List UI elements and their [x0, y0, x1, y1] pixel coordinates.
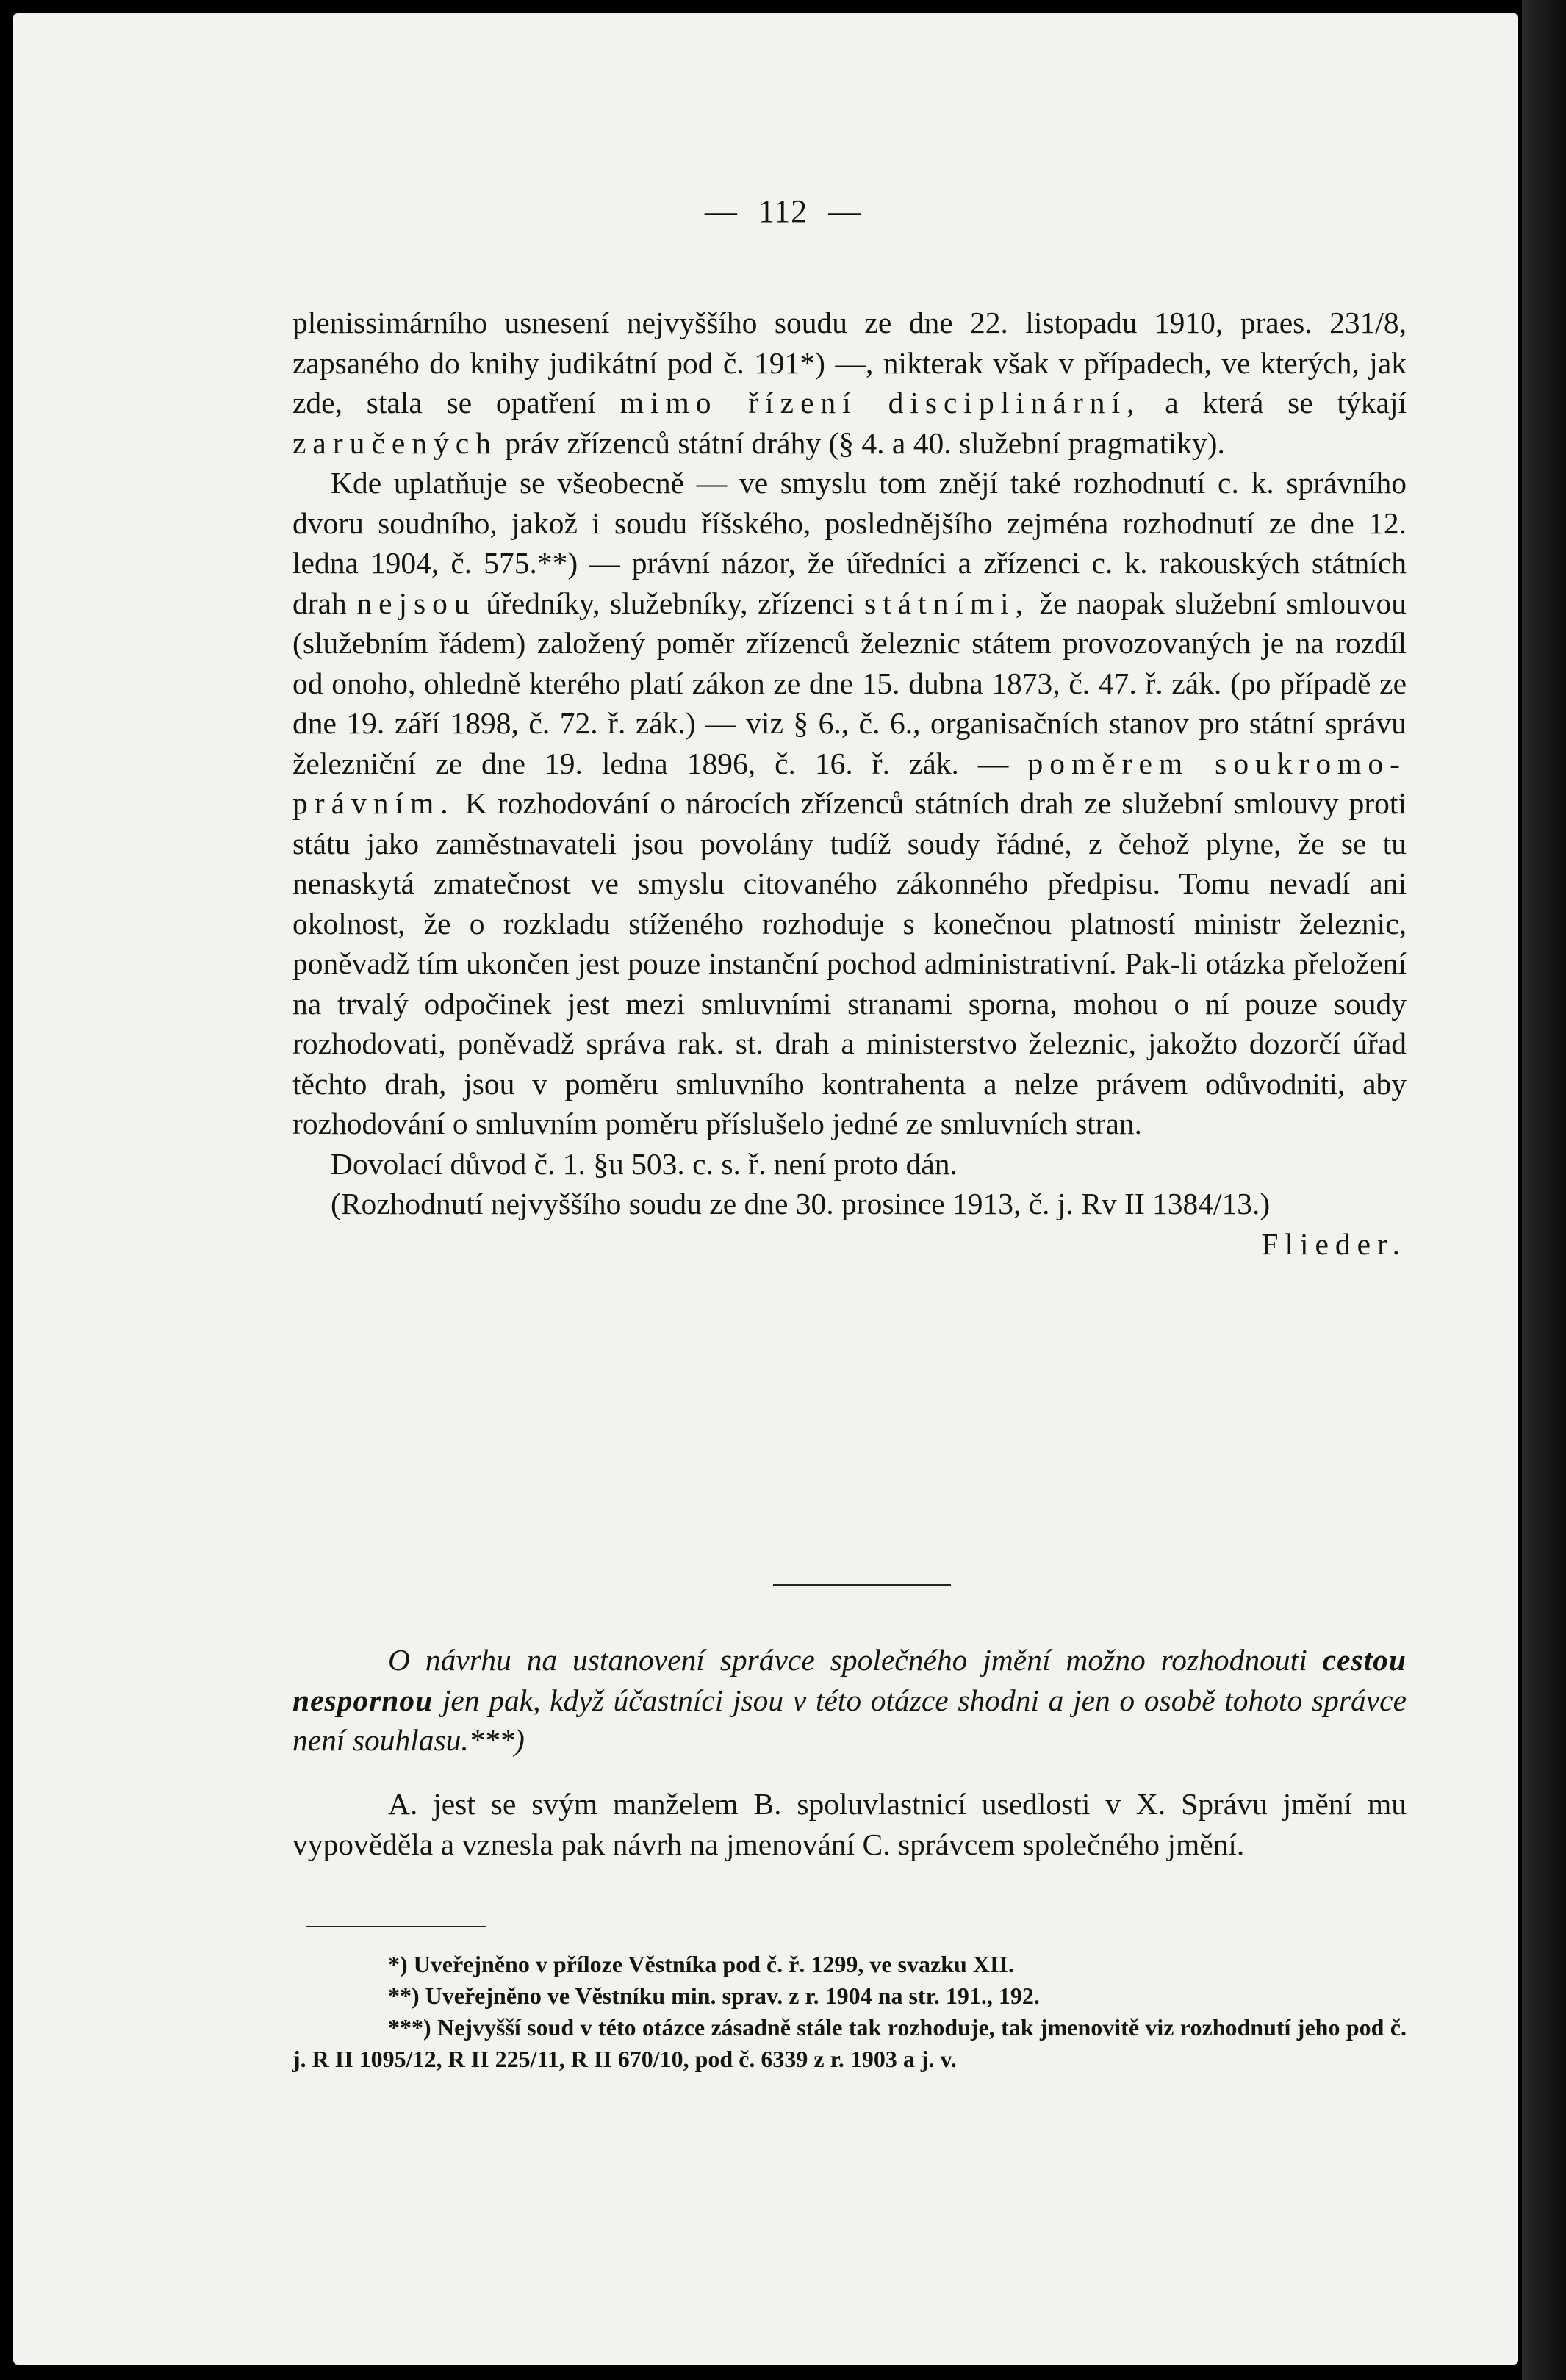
footnote-1: *) Uveřejněno v příloze Věstníka pod č. ř. 1299, ve svazku XII. [388, 1951, 1014, 1977]
footnotes [292, 1949, 1407, 2075]
folio-dash-right: — [828, 193, 862, 229]
paragraph-4 [292, 1184, 1407, 1261]
headnote [292, 1640, 1407, 1761]
paragraph-2 [292, 463, 1407, 1144]
headnote-bold: cestou nespornou [292, 1643, 1407, 1717]
p2-spaced-1: nejsou [356, 586, 476, 620]
case-text [292, 1784, 1407, 1864]
p2-mid-2: že naopak služební smlouvou (služebním řádem) založený poměr zřízenců železnic státem provozovaných je na rozdíl od onoho, ohledně kterého platí zákon ze dne 15. dubna 1873, č. 47. ř. zák. (po případě ze dne 19. září 1898, č. 72. ř. zák.) — viz § 6., č. 6., organisačních stanov pro státní správu železniční ze dne 19. ledna 1896, č. 16. ř. zák. — [292, 586, 1407, 780]
headnote-part-1: O návrhu na ustanovení správce společného jmění možno rozhodnouti [388, 1643, 1307, 1677]
p1-end: práv zřízenců státní dráhy (§ 4. a 40. služební pragmatiky). [505, 425, 1225, 460]
section-divider [773, 1584, 951, 1586]
paragraph-1 [292, 303, 1407, 463]
p2-spaced-3: poměrem soukromo-právním. [292, 746, 1407, 820]
footnote-3: ***) Nejvyšší soud v této otázce zásadně stále tak rozhoduje, tak jmenovitě viz rozhodnutí jeho pod č. j. R II 1095/12, R II 225/11, R II 670/10, pod č. 6339 z r. 1903 a j. v. [292, 2014, 1407, 2072]
p1-mid: a která se týkají [1165, 386, 1407, 420]
footnote-2: **) Uveřejněno ve Věstníku min. sprav. z r. 1904 na str. 191., 192. [388, 1982, 1040, 2009]
headnote-paragraph [292, 1640, 1407, 1761]
p2-spaced-2: státními, [863, 586, 1030, 620]
p4-text: (Rozhodnutí nejvyššího soudu ze dne 30. prosince 1913, č. j. Rv II 1384/13.) [331, 1187, 1271, 1220]
p2-start: Kde uplatňuje se všeobecně — ve smyslu tom znějí také rozhodnutí c. k. správního dvoru soudního, jakož i soudu říšského, poslednějšího zejména rozhodnutí ze dne 12. ledna 1904, č. 575.**) — právní názor, že úředníci a zřízenci c. k. rakouských státních drah [292, 466, 1407, 620]
folio-number: 112 [758, 193, 808, 229]
p2-end: K rozhodování o nárocích zřízenců státních drah ze služební smlouvy proti státu jako zaměstnavateli jsou povolány tudíž soudy řádné, z čehož plyne, že se tu nenaskytá zmatečnost ve smyslu citovaného zákonného předpisu. Tomu nevadí ani okolnost, že o rozkladu stíženého rozhoduje s konečnou platností ministr železnic, poněvadž tím ukončen jest pouze instanční pochod administrativní. Pak-li otázka přeložení na trvalý odpočinek jest mezi smluvními stranami sporna, mohou o ní pouze soudy rozhodovati, poněvadž správa rak. st. drah a ministerstvo železnic, jakožto dozorčí úřad těchto drah, jsou v poměru smluvního kontrahenta a nelze právem odůvodniti, aby rozhodování o smluvním poměru příslušelo jedné ze smluvních stran. [292, 786, 1407, 1140]
p1-spaced: mimo řízení disciplinární, [619, 386, 1141, 420]
footnote-rule [306, 1926, 486, 1927]
paragraph-5: A. jest se svým manželem B. spoluvlastnicí usedlosti v X. Správu jmění mu vypověděla a vznesla pak návrh na jmenování C. správcem společného jmění. [292, 1787, 1407, 1861]
author-name: Flieder. [1261, 1226, 1407, 1261]
page-number [0, 193, 1566, 230]
p2-mid-1: úředníky, služebníky, zřízenci [486, 586, 855, 620]
p1-spaced-2: zaručených [292, 425, 498, 460]
p1-text: plenissimárního usnesení nejvyššího soudu ze dne 22. listopadu 1910, praes. 231/8, zapsaného do knihy judikátní pod č. 191*) —, nikterak však v případech, ve kterých, jak zde, stala se opatření [292, 306, 1407, 420]
main-text [292, 303, 1407, 1264]
page-edge-shadow [1522, 0, 1566, 2380]
headnote-part-2: jen pak, když účastníci jsou v této otázce shodni a jen o osobě tohoto správce není souhlasu.***) [292, 1683, 1407, 1757]
folio-dash-left: — [704, 193, 738, 229]
paragraph-3: Dovolací důvod č. 1. §u 503. c. s. ř. není proto dán. [331, 1146, 958, 1181]
